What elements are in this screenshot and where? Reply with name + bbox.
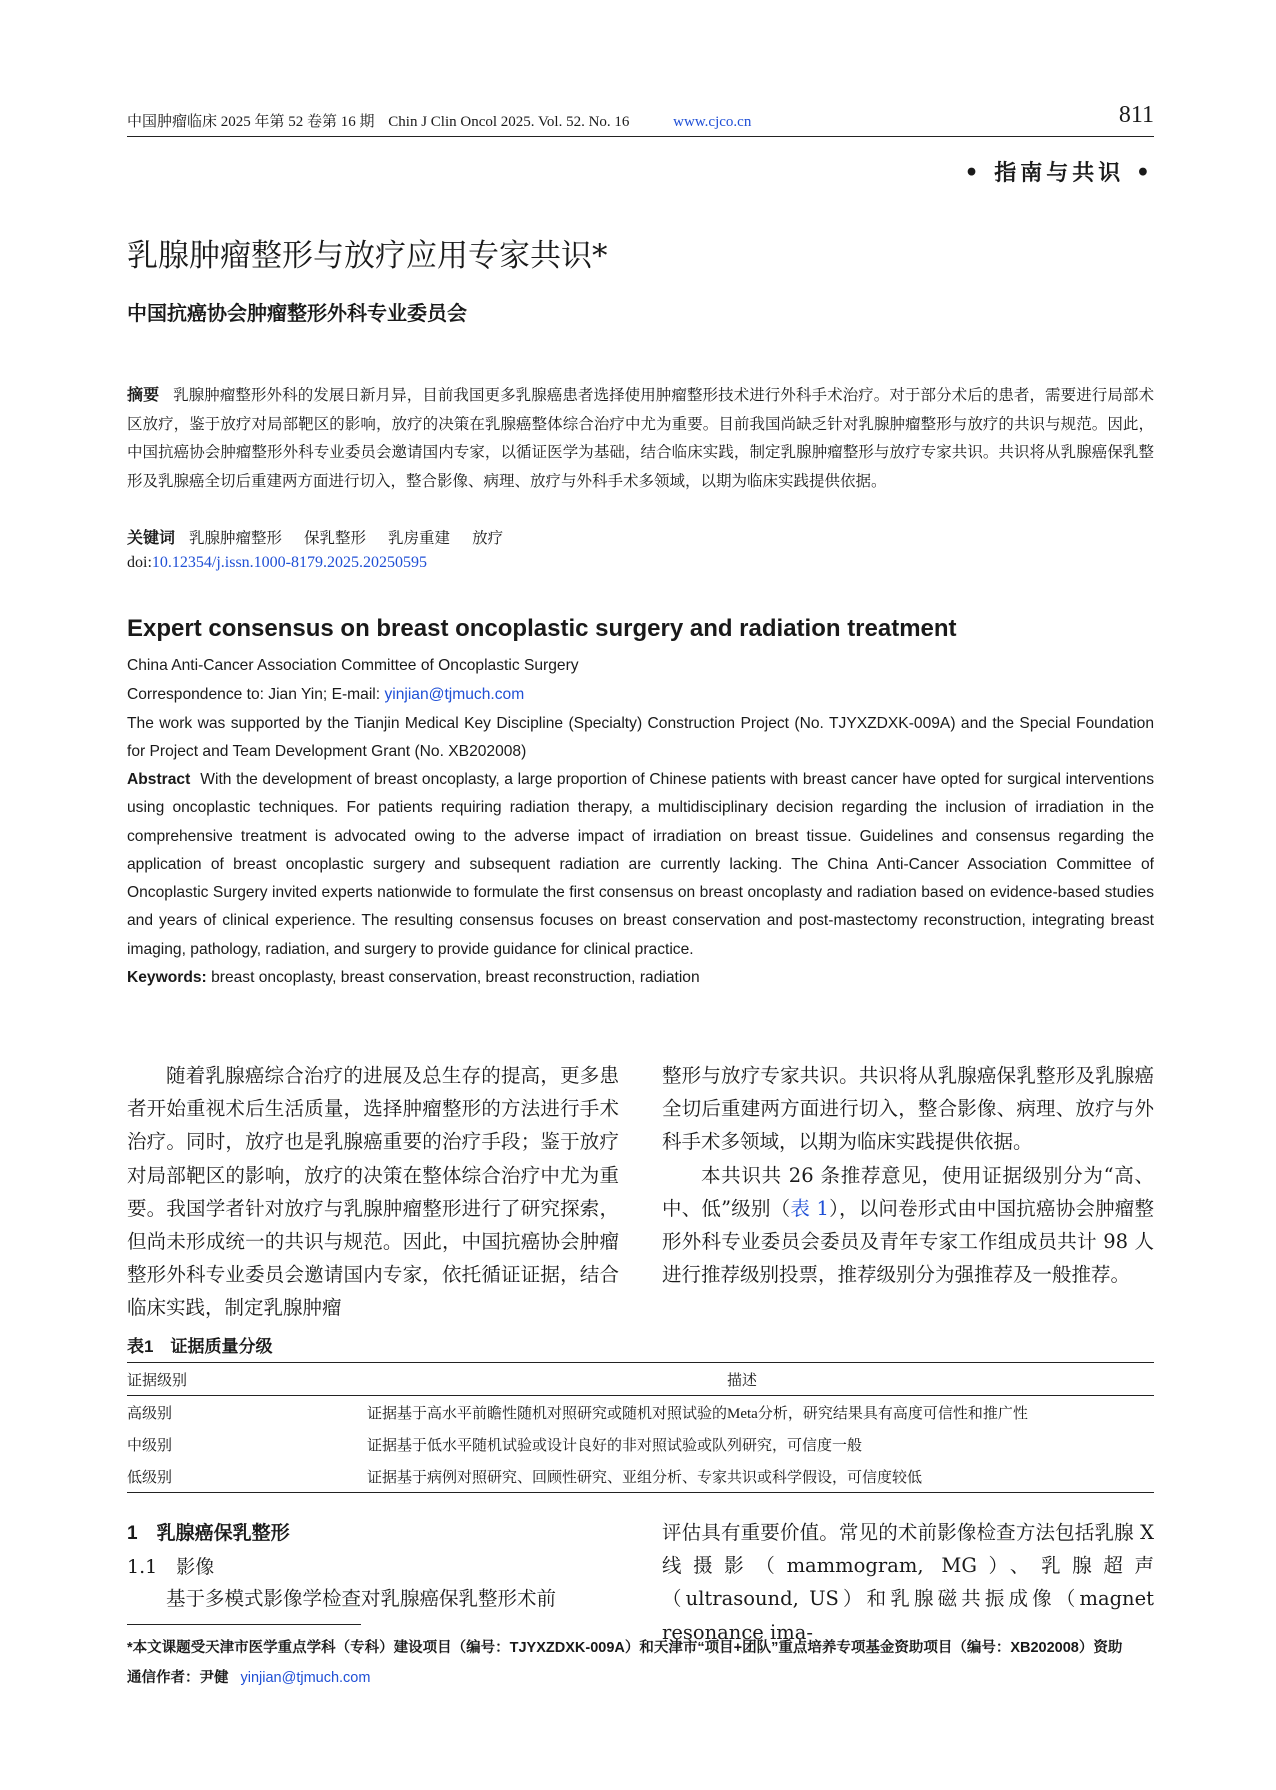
journal-website-link[interactable]: www.cjco.cn (673, 114, 752, 130)
keyword-item: 乳腺肿瘤整形 (189, 529, 283, 547)
footnote-email-link[interactable]: yinjian@tjmuch.com (240, 1670, 371, 1686)
article-title-cn: 乳腺肿瘤整形与放疗应用专家共识* (127, 238, 608, 274)
journal-en: Chin J Clin Oncol 2025. Vol. 52. No. 16 (388, 114, 630, 130)
table-row (127, 1396, 1154, 1429)
table-1-link[interactable]: 表 1 (790, 1196, 829, 1220)
abstract-cn-label: 摘要 (127, 385, 160, 404)
doi-link[interactable]: 10.12354/j.issn.1000-8179.2025.20250595 (151, 554, 428, 571)
subsection-heading: 1.1 影像 (127, 1556, 215, 1578)
correspondence-prefix: Correspondence to: Jian Yin; E-mail: (127, 686, 385, 703)
evidence-table (127, 1362, 1154, 1493)
table-header-cell: 证据级别 (127, 1363, 367, 1396)
funding-en: The work was supported by the Tianjin Medical Key Discipline (Specialty) Construction Project (No. TJYXZDXK-009A) and the Special Foundation for Project and Team Development Grant (No. XB202008) (127, 715, 1154, 761)
table-header-cell: 描述 (367, 1363, 1154, 1396)
body-paragraph: 整形与放疗专家共识。共识将从乳腺癌保乳整形及乳腺癌全切后重建两方面进行切入，整合影像、病理、放疗与外科手术多领域，以期为临床实践提供依据。 (662, 1064, 1154, 1154)
doi-prefix: doi: (127, 554, 152, 571)
author-org-en: China Anti-Cancer Association Committee of Oncoplastic Surgery (127, 657, 579, 674)
table-caption: 表1 证据质量分级 (127, 1337, 273, 1356)
author-org-cn: 中国抗癌协会肿瘤整形外科专业委员会 (127, 303, 467, 325)
body-paragraph: 评估具有重要价值。常见的术前影像检查方法包括乳腺 X 线摄影（mammogram, MG）、乳腺超声（ultrasound, US）和乳腺磁共振成像（magnet resonance ima- (662, 1521, 1154, 1644)
footnote-rule (127, 1624, 361, 1625)
abstract-cn-text: 乳腺肿瘤整形外科的发展日新月异，目前我国更多乳腺癌患者选择使用肿瘤整形技术进行外科手术治疗。对于部分术后的患者，需要进行局部术区放疗，鉴于放疗对局部靶区的影响，放疗的决策在乳腺癌整体综合治疗中尤为重要。目前我国尚缺乏针对乳腺肿瘤整形与放疗的共识与规范。因此，中国抗癌协会肿瘤整形外科专业委员会邀请国内专家，以循证医学为基础，结合临床实践，制定乳腺肿瘤整形与放疗专家共识。共识将从乳腺癌保乳整形及乳腺癌全切后重建两方面进行切入，整合影像、病理、放疗与外科手术多领域，以期为临床实践提供依据。 (127, 386, 1154, 490)
journal-line (127, 110, 761, 131)
body-paragraph: 随着乳腺癌综合治疗的进展及总生存的提高，更多患者开始重视术后生活质量，选择肿瘤整形的方法进行手术治疗。同时，放疗也是乳腺癌重要的治疗手段；鉴于放疗对局部靶区的影响，放疗的决策在整体综合治疗中尤为重要。我国学者针对放疗与乳腺肿瘤整形进行了研究探索，但尚未形成统一的共识与规范。因此，中国抗癌协会肿瘤整形外科专业委员会邀请国内专家，依托循证证据，结合临床实践，制定乳腺肿瘤 (127, 1064, 619, 1320)
section-tag: • 指南与共识 • (964, 160, 1154, 186)
keywords-en-text: breast oncoplasty, breast conservation, breast reconstruction, radiation (211, 969, 700, 986)
keywords-en-label: Keywords: (127, 969, 207, 986)
table-cell: 低级别 (127, 1460, 367, 1493)
table-cell: 中级别 (127, 1437, 173, 1454)
keyword-item: 乳房重建 (388, 529, 451, 547)
table-cell: 证据基于病例对照研究、回顾性研究、亚组分析、专家共识或科学假设，可信度较低 (367, 1460, 1154, 1493)
article-title-en: Expert consensus on breast oncoplastic surgery and radiation treatment (127, 615, 957, 642)
keywords-cn-label: 关键词 (127, 528, 176, 547)
body-column-left (127, 1059, 619, 1325)
correspondence-en (127, 681, 1154, 709)
keyword-item: 保乳整形 (304, 529, 367, 547)
keywords-cn (127, 525, 525, 548)
body-paragraph (662, 1159, 1154, 1292)
abstract-en-label: Abstract (127, 771, 191, 788)
section-heading: 1 乳腺癌保乳整形 (127, 1523, 290, 1544)
body-text: 本共识共 26 条推荐意见，使用证据级别分为“高、中、低”级别（ (662, 1163, 1154, 1220)
page-number: 811 (1118, 102, 1154, 128)
footnote-funding: *本文课题受天津市医学重点学科（专科）建设项目（编号：TJYXZDXK-009A）和天津市“项目+团队”重点培养专项基金资助项目（编号：XB202008）资助 (127, 1640, 1123, 1656)
body-paragraph: 基于多模式影像学检查对乳腺癌保乳整形术前 (166, 1587, 557, 1610)
journal-cn: 中国肿瘤临床 2025 年第 52 卷第 16 期 (127, 114, 375, 130)
table-row (127, 1428, 1154, 1460)
body-column-right (662, 1059, 1154, 1291)
body-text: ），以问卷形式由中国抗癌协会肿瘤整形外科专业委员会委员及青年专家工作组成员共计 98 人进行推荐级别投票，推荐级别分为强推荐及一般推荐。 (662, 1196, 1154, 1287)
doi-line (127, 554, 427, 572)
body-column-left-2 (127, 1582, 619, 1615)
abstract-en (127, 766, 1154, 964)
footnote-corr-label: 通信作者：尹健 (127, 1670, 229, 1686)
table-cell: 高级别 (127, 1405, 173, 1422)
correspondence-email-link[interactable]: yinjian@tjmuch.com (384, 686, 525, 703)
keyword-item: 放疗 (472, 529, 504, 547)
body-column-right-2 (662, 1516, 1154, 1649)
abstract-cn (127, 381, 1154, 495)
running-header (127, 104, 1154, 137)
table-cell: 证据基于低水平随机试验或设计良好的非对照试验或队列研究，可信度一般 (367, 1437, 863, 1454)
abstract-en-text: With the development of breast oncoplasty, a large proportion of Chinese patients with breast cancer have opted for surgical interventions using oncoplastic techniques. For patients requiring radiation therapy, a multidisciplinary decision regarding the inclusion of irradiation in the comprehensive treatment is advocated owing to the adverse impact of irradiation on breast tissue. Guidelines and consensus regarding the application of breast oncoplastic surgery and subsequent radiation are currently lacking. The China Anti-Cancer Association Committee of Oncoplastic Surgery invited experts nationwide to formulate the first consensus on breast oncoplasty and radiation based on evidence-based studies and years of clinical experience. The resulting consensus focuses on breast conservation and post-mastectomy reconstruction, integrating breast imaging, pathology, radiation, and surgery to provide guidance for clinical practice. (127, 771, 1154, 958)
table-row (127, 1460, 1154, 1493)
table-header-row (127, 1363, 1154, 1396)
footnote-correspondence (127, 1666, 370, 1687)
keywords-en (127, 964, 1154, 992)
table-cell: 证据基于高水平前瞻性随机对照研究或随机对照试验的Meta分析，研究结果具有高度可信性和推广性 (367, 1405, 1028, 1422)
